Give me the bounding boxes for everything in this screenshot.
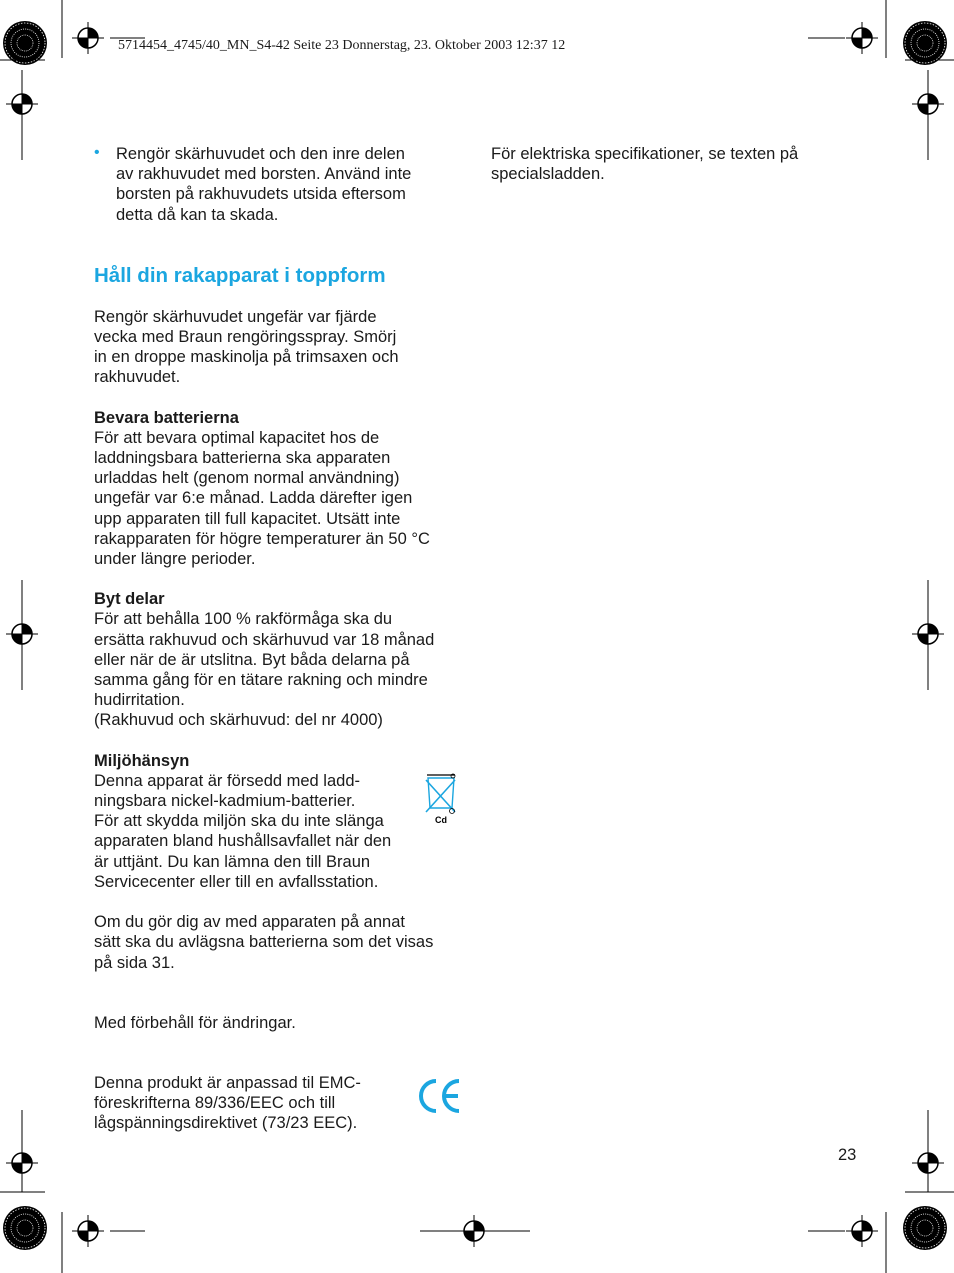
electrical-spec-note: För elektriska specifikationer, se texten på specialsladden. bbox=[491, 145, 799, 184]
batteries-heading: Bevara batterierna bbox=[94, 408, 239, 427]
star-target-icon bbox=[3, 21, 47, 65]
section-title: Håll din rakapparat i toppform bbox=[94, 263, 386, 287]
reservation-note: Med förbehåll för ändringar. bbox=[94, 1013, 296, 1032]
bullet-text: Rengör skärhuvudet och den inre delen av rakhuvudet med borsten. Använd inte borsten på rakhuvudets utsida eftersom detta då kan ta skada. bbox=[116, 145, 412, 224]
star-target-icon bbox=[3, 1206, 47, 1250]
intro-paragraph: Rengör skärhuvudet ungefär var fjärde vecka med Braun rengöringsspray. Smörj in en droppe maskinolja på trimsaxen och rakhuvudet. bbox=[94, 307, 399, 387]
crossed-bin-icon bbox=[424, 772, 458, 826]
parts-paragraph: För att behålla 100 % rakförmåga ska du ersätta rakhuvud och skärhuvud var 18 månad eller när de är utslitna. Byt båda delarna på samma gång för en tätare rakning och mindre hudirritation. (Rakhuvud och skärhuvud: del nr 4000) bbox=[94, 610, 435, 730]
ce-mark-icon bbox=[416, 1077, 462, 1115]
right-column bbox=[491, 144, 841, 184]
page-number: 23 bbox=[838, 1146, 857, 1164]
parts-heading: Byt delar bbox=[94, 590, 165, 609]
bullet-item bbox=[94, 144, 459, 225]
left-column bbox=[94, 144, 459, 1134]
disposal-paragraph: Om du gör dig av med apparaten på annat sätt ska du avlägsna batterierna som det visas på sida 31. bbox=[94, 913, 434, 972]
print-slug: 5714454_4745/40_MN_S4-42 Seite 23 Donnerstag, 23. Oktober 2003 12:37 12 bbox=[118, 38, 566, 53]
environment-heading: Miljöhänsyn bbox=[94, 751, 190, 770]
environment-paragraph: Denna apparat är försedd med ladd- ningsbara nickel-kadmium-batterier. För att skydda miljön ska du inte slänga apparaten bland hushållsavfallet när den är uttjänt. Du kan lämna den till Braun Servicecenter eller till en avfallsstation. bbox=[94, 771, 392, 891]
emc-paragraph: Denna produkt är anpassad til EMC- föreskrifterna 89/336/EEC och till lågspänningsdirektivet (73/23 EEC). bbox=[94, 1073, 361, 1133]
star-target-icon bbox=[903, 21, 947, 65]
batteries-paragraph: För att bevara optimal kapacitet hos de laddningsbara batterierna ska apparaten urladdas helt (genom normal användning) ungefär var 6:e månad. Ladda därefter igen upp apparaten till full kapacitet. Utsätt inte rakapparaten för högre temperaturer än 50 °C under längre perioder. bbox=[94, 428, 430, 569]
star-target-icon bbox=[903, 1206, 947, 1250]
bin-label: Cd bbox=[435, 815, 447, 825]
bullet-icon: • bbox=[94, 144, 100, 161]
